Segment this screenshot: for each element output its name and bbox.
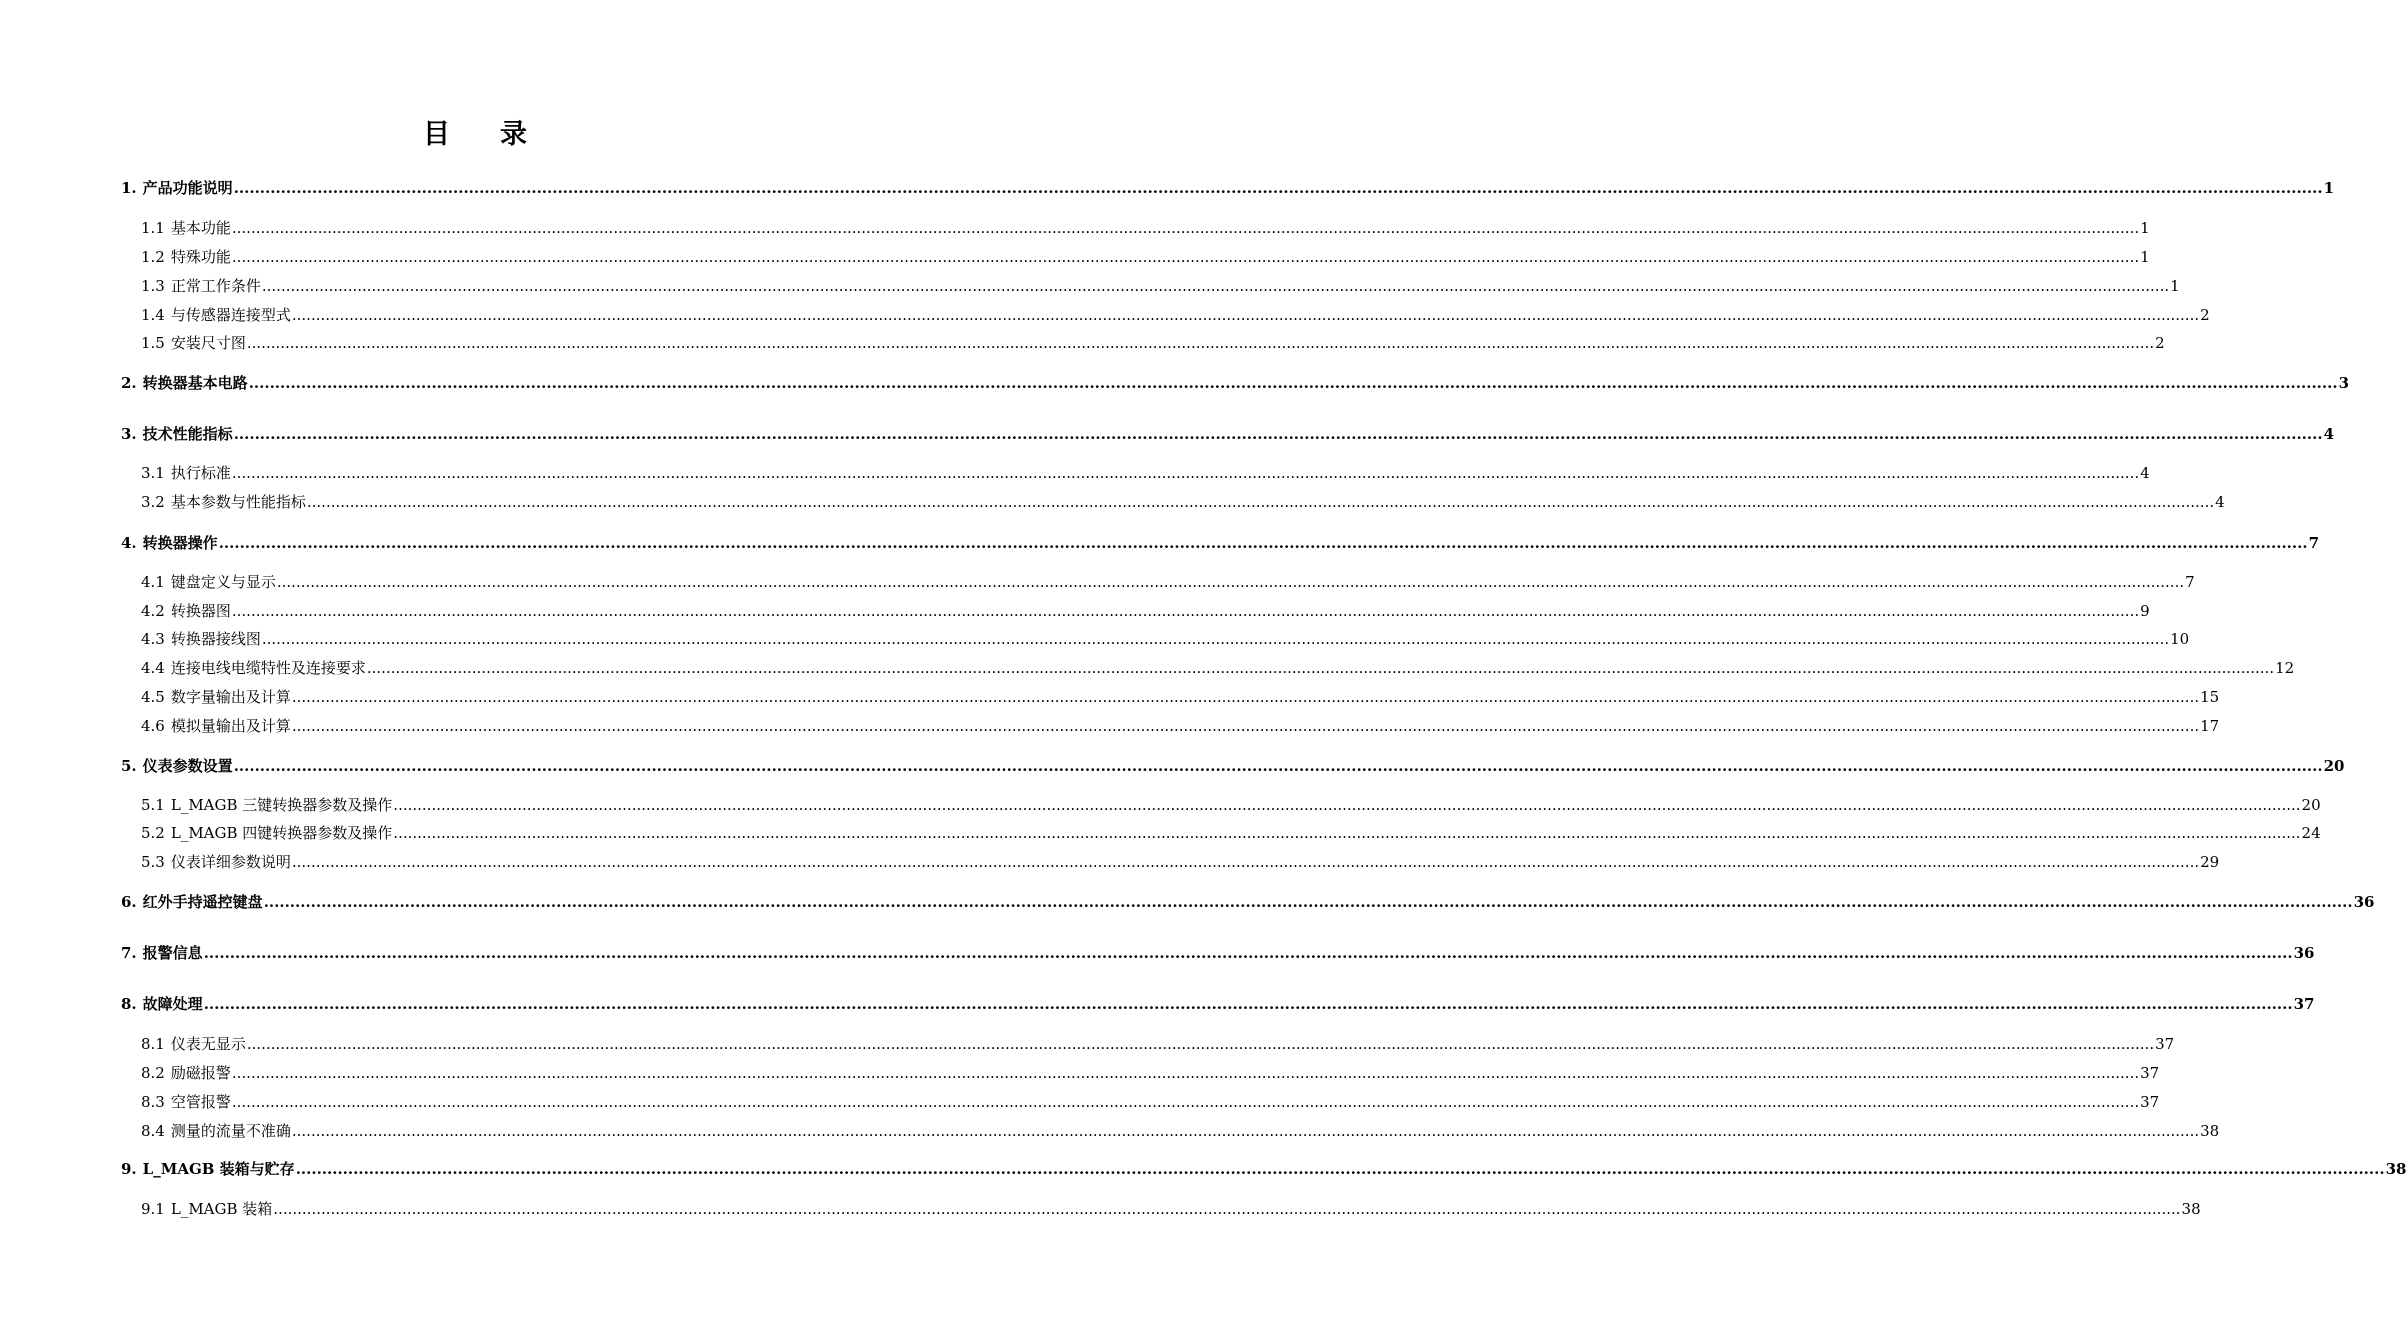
toc-entry-label: 基本参数与性能指标 bbox=[170, 493, 306, 511]
toc-entry-label: 转换器操作 bbox=[142, 534, 218, 552]
toc-entry-number: 4. bbox=[121, 534, 137, 552]
toc-entry-page: 12 bbox=[2275, 659, 2295, 677]
toc-leader-dots: ................................................................................................................................................................................................................................................................................................................................................................................................................ bbox=[295, 1160, 2385, 1178]
toc-entry[interactable] bbox=[121, 177, 2334, 201]
toc-entry-number: 4.5 bbox=[141, 688, 165, 706]
page-title-part-2: 录 bbox=[500, 119, 527, 150]
toc-entry[interactable] bbox=[121, 993, 2315, 1017]
toc-leader-dots: ................................................................................................................................................................................................................................................................................................................................................................................................................ bbox=[231, 1093, 2140, 1111]
toc-leader-dots: ................................................................................................................................................................................................................................................................................................................................................................................................................ bbox=[366, 659, 2275, 677]
toc-entry[interactable] bbox=[141, 1120, 2220, 1144]
toc-entry-label: 红外手持遥控键盘 bbox=[142, 893, 263, 911]
toc-leader-dots: ................................................................................................................................................................................................................................................................................................................................................................................................................ bbox=[231, 219, 2140, 237]
toc-entry-label: 安装尺寸图 bbox=[170, 334, 246, 352]
toc-entry[interactable] bbox=[141, 715, 2220, 739]
toc-entry-label: 与传感器连接型式 bbox=[170, 306, 291, 324]
toc-entry-page: 37 bbox=[2293, 995, 2315, 1013]
toc-entry[interactable] bbox=[141, 275, 2180, 299]
toc-entry[interactable] bbox=[121, 755, 2345, 779]
toc-entry-page: 1 bbox=[2323, 179, 2334, 197]
toc-entry[interactable] bbox=[141, 217, 2150, 241]
toc-leader-dots: ................................................................................................................................................................................................................................................................................................................................................................................................................ bbox=[203, 995, 2293, 1013]
toc-entry-label: 转换器接线图 bbox=[170, 630, 261, 648]
toc-entry-label: L_MAGB 四键转换器参数及操作 bbox=[170, 824, 393, 842]
toc-entry-number: 4.4 bbox=[141, 659, 165, 677]
toc-entry-label: 连接电线电缆特性及连接要求 bbox=[170, 659, 366, 677]
toc-entry-number: 4.3 bbox=[141, 630, 165, 648]
toc-entry-label: L_MAGB 装箱 bbox=[170, 1200, 273, 1218]
toc-leader-dots: ................................................................................................................................................................................................................................................................................................................................................................................................................ bbox=[231, 1064, 2140, 1082]
toc-entry[interactable] bbox=[141, 571, 2195, 595]
toc-entry-number: 3.2 bbox=[141, 493, 165, 511]
toc-entry[interactable] bbox=[141, 851, 2220, 875]
toc-leader-dots: ................................................................................................................................................................................................................................................................................................................................................................................................................ bbox=[231, 602, 2140, 620]
toc-entry-page: 38 bbox=[2200, 1122, 2220, 1140]
toc-entry-label: 数字量输出及计算 bbox=[170, 688, 291, 706]
toc-entry-page: 15 bbox=[2200, 688, 2220, 706]
toc-entry-number: 4.1 bbox=[141, 573, 165, 591]
toc-entry-number: 1. bbox=[121, 179, 137, 197]
toc-entry-label: 正常工作条件 bbox=[170, 277, 261, 295]
toc-entry-page: 1 bbox=[2140, 248, 2150, 266]
toc-entry-number: 4.2 bbox=[141, 602, 165, 620]
toc-leader-dots: ................................................................................................................................................................................................................................................................................................................................................................................................................ bbox=[248, 374, 2338, 392]
toc-entry-page: 4 bbox=[2215, 493, 2225, 511]
toc-entry-label: 特殊功能 bbox=[170, 248, 231, 266]
toc-entry-number: 1.1 bbox=[141, 219, 165, 237]
toc-leader-dots: ................................................................................................................................................................................................................................................................................................................................................................................................................ bbox=[261, 630, 2170, 648]
toc-entry-page: 10 bbox=[2170, 630, 2190, 648]
toc-entry-label: 空管报警 bbox=[170, 1093, 231, 1111]
toc-entry[interactable] bbox=[141, 822, 2321, 846]
toc-entry[interactable] bbox=[141, 1062, 2160, 1086]
toc-leader-dots: ................................................................................................................................................................................................................................................................................................................................................................................................................ bbox=[263, 893, 2353, 911]
toc-entry-label: L_MAGB 三键转换器参数及操作 bbox=[170, 796, 393, 814]
page-title-part-1: 目 bbox=[423, 119, 450, 150]
toc-entry[interactable] bbox=[141, 246, 2150, 270]
toc-leader-dots: ................................................................................................................................................................................................................................................................................................................................................................................................................ bbox=[291, 306, 2200, 324]
toc-entry-page: 36 bbox=[2353, 893, 2375, 911]
toc-entry[interactable] bbox=[141, 657, 2295, 681]
toc-leader-dots: ................................................................................................................................................................................................................................................................................................................................................................................................................ bbox=[231, 464, 2140, 482]
toc-entry-label: 模拟量输出及计算 bbox=[170, 717, 291, 735]
toc-entry[interactable] bbox=[141, 686, 2220, 710]
toc-entry-page: 38 bbox=[2385, 1160, 2406, 1178]
toc-entry-number: 5.1 bbox=[141, 796, 165, 814]
toc-entry-number: 8. bbox=[121, 995, 137, 1013]
toc-entry-label: 励磁报警 bbox=[170, 1064, 231, 1082]
toc-leader-dots: ................................................................................................................................................................................................................................................................................................................................................................................................................ bbox=[233, 757, 2323, 775]
toc-entry-page: 36 bbox=[2293, 944, 2315, 962]
toc-entry-page: 4 bbox=[2323, 425, 2334, 443]
toc-entry-number: 4.6 bbox=[141, 717, 165, 735]
toc-entry-page: 29 bbox=[2200, 853, 2220, 871]
toc-entry-label: 转换器基本电路 bbox=[142, 374, 248, 392]
toc-entry-number: 3.1 bbox=[141, 464, 165, 482]
toc-entry-page: 9 bbox=[2140, 602, 2150, 620]
toc-entry[interactable] bbox=[141, 332, 2165, 356]
toc-entry[interactable] bbox=[121, 942, 2315, 966]
toc-entry-page: 37 bbox=[2140, 1093, 2160, 1111]
toc-entry-number: 5.3 bbox=[141, 853, 165, 871]
toc-leader-dots: ................................................................................................................................................................................................................................................................................................................................................................................................................ bbox=[231, 248, 2140, 266]
toc-leader-dots: ................................................................................................................................................................................................................................................................................................................................................................................................................ bbox=[218, 534, 2308, 552]
toc-entry-page: 2 bbox=[2200, 306, 2210, 324]
toc-leader-dots: ................................................................................................................................................................................................................................................................................................................................................................................................................ bbox=[203, 944, 2293, 962]
toc-entry-page: 4 bbox=[2140, 464, 2150, 482]
toc-entry-number: 9. bbox=[121, 1160, 137, 1178]
toc-leader-dots: ................................................................................................................................................................................................................................................................................................................................................................................................................ bbox=[276, 573, 2185, 591]
toc-leader-dots: ................................................................................................................................................................................................................................................................................................................................................................................................................ bbox=[246, 334, 2155, 352]
toc-entry-number: 1.3 bbox=[141, 277, 165, 295]
toc-leader-dots: ................................................................................................................................................................................................................................................................................................................................................................................................................ bbox=[246, 1035, 2155, 1053]
toc-entry-label: 转换器图 bbox=[170, 602, 231, 620]
toc-entry-label: 仪表无显示 bbox=[170, 1035, 246, 1053]
toc-entry-number: 8.2 bbox=[141, 1064, 165, 1082]
toc-leader-dots: ................................................................................................................................................................................................................................................................................................................................................................................................................ bbox=[393, 824, 2301, 842]
toc-entry[interactable] bbox=[141, 462, 2150, 486]
toc-entry[interactable] bbox=[141, 600, 2150, 624]
toc-leader-dots: ................................................................................................................................................................................................................................................................................................................................................................................................................ bbox=[233, 425, 2323, 443]
toc-entry[interactable] bbox=[141, 628, 2190, 652]
toc-leader-dots: ................................................................................................................................................................................................................................................................................................................................................................................................................ bbox=[306, 493, 2215, 511]
toc-entry-page: 7 bbox=[2308, 534, 2319, 552]
toc-leader-dots: ................................................................................................................................................................................................................................................................................................................................................................................................................ bbox=[291, 1122, 2200, 1140]
toc-entry-label: 技术性能指标 bbox=[142, 425, 233, 443]
toc-leader-dots: ................................................................................................................................................................................................................................................................................................................................................................................................................ bbox=[393, 796, 2301, 814]
toc-entry-number: 2. bbox=[121, 374, 137, 392]
toc-entry-number: 5. bbox=[121, 757, 137, 775]
toc-entry-page: 37 bbox=[2155, 1035, 2175, 1053]
toc-entry-number: 6. bbox=[121, 893, 137, 911]
toc-entry[interactable] bbox=[121, 532, 2319, 556]
toc-entry-page: 38 bbox=[2181, 1200, 2201, 1218]
toc-entry-number: 3. bbox=[121, 425, 137, 443]
toc-entry-label: 产品功能说明 bbox=[142, 179, 233, 197]
toc-entry-page: 20 bbox=[2323, 757, 2345, 775]
toc-entry[interactable] bbox=[121, 372, 2349, 396]
toc-entry-label: 基本功能 bbox=[170, 219, 231, 237]
toc-entry-page: 20 bbox=[2301, 796, 2321, 814]
toc-leader-dots: ................................................................................................................................................................................................................................................................................................................................................................................................................ bbox=[291, 853, 2200, 871]
toc-entry[interactable] bbox=[141, 1198, 2201, 1222]
toc-entry-number: 1.4 bbox=[141, 306, 165, 324]
toc-entry[interactable] bbox=[141, 794, 2321, 818]
toc-entry[interactable] bbox=[121, 891, 2375, 915]
toc-entry[interactable] bbox=[121, 423, 2334, 447]
toc-entry[interactable] bbox=[141, 1033, 2175, 1057]
toc-entry-label: 仪表参数设置 bbox=[142, 757, 233, 775]
toc-entry-label: L_MAGB 装箱与贮存 bbox=[142, 1160, 295, 1178]
toc-entry-label: 报警信息 bbox=[142, 944, 203, 962]
toc-entry[interactable] bbox=[141, 1091, 2160, 1115]
toc-entry-number: 8.3 bbox=[141, 1093, 165, 1111]
toc-entry-page: 2 bbox=[2155, 334, 2165, 352]
toc-entry-label: 故障处理 bbox=[142, 995, 203, 1013]
toc-entry-page: 1 bbox=[2170, 277, 2180, 295]
toc-entry-number: 9.1 bbox=[141, 1200, 165, 1218]
toc-entry-number: 1.2 bbox=[141, 248, 165, 266]
toc-entry-number: 8.4 bbox=[141, 1122, 165, 1140]
toc-entry-label: 仪表详细参数说明 bbox=[170, 853, 291, 871]
toc-entry-number: 8.1 bbox=[141, 1035, 165, 1053]
toc-entry-page: 37 bbox=[2140, 1064, 2160, 1082]
toc-entry-number: 5.2 bbox=[141, 824, 165, 842]
toc-leader-dots: ................................................................................................................................................................................................................................................................................................................................................................................................................ bbox=[233, 179, 2323, 197]
toc-leader-dots: ................................................................................................................................................................................................................................................................................................................................................................................................................ bbox=[291, 688, 2200, 706]
toc-entry-label: 键盘定义与显示 bbox=[170, 573, 276, 591]
toc-leader-dots: ................................................................................................................................................................................................................................................................................................................................................................................................................ bbox=[273, 1200, 2181, 1218]
toc-entry-number: 7. bbox=[121, 944, 137, 962]
toc-entry-page: 24 bbox=[2301, 824, 2321, 842]
toc-entry-number: 1.5 bbox=[141, 334, 165, 352]
toc-entry-page: 1 bbox=[2140, 219, 2150, 237]
toc-entry[interactable] bbox=[141, 491, 2225, 515]
toc-entry-page: 7 bbox=[2185, 573, 2195, 591]
toc-entry-page: 3 bbox=[2338, 374, 2349, 392]
toc-leader-dots: ................................................................................................................................................................................................................................................................................................................................................................................................................ bbox=[261, 277, 2170, 295]
toc-entry-label: 测量的流量不准确 bbox=[170, 1122, 291, 1140]
toc-leader-dots: ................................................................................................................................................................................................................................................................................................................................................................................................................ bbox=[291, 717, 2200, 735]
toc-entry-page: 17 bbox=[2200, 717, 2220, 735]
toc-entry-label: 执行标准 bbox=[170, 464, 231, 482]
toc-entry[interactable] bbox=[141, 304, 2210, 328]
toc-entry[interactable] bbox=[121, 1158, 2406, 1182]
